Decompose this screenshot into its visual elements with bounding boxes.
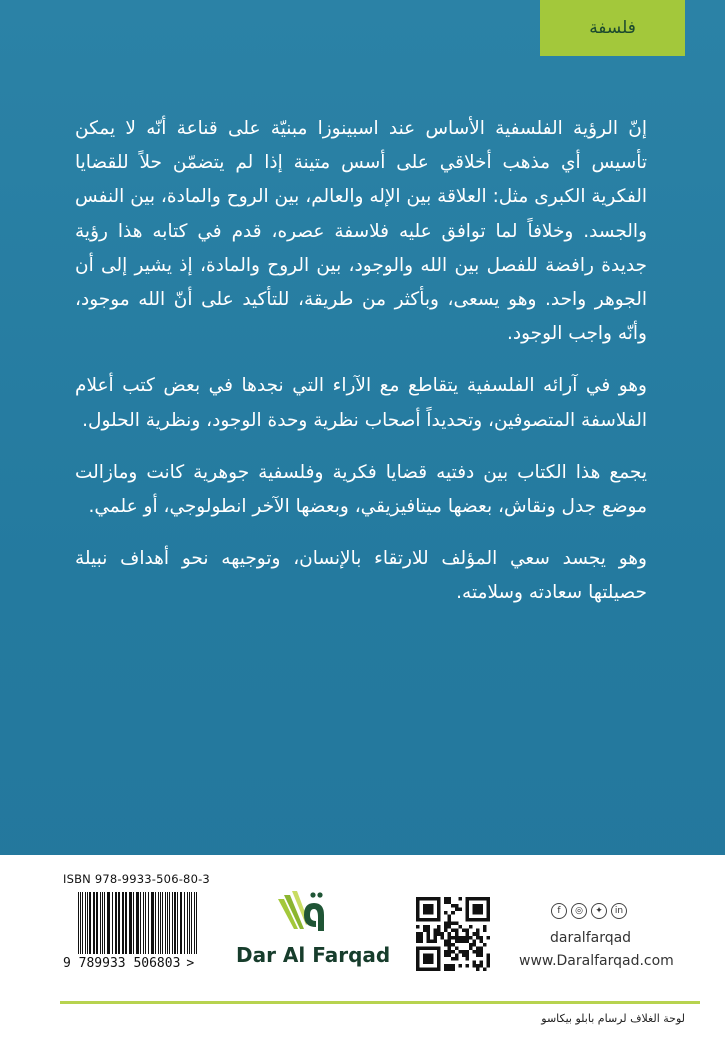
blurb-paragraph: يجمع هذا الكتاب بين دفتيه قضايا فكرية وفلسفية جوهرية كانت ومازالت موضع جدل ونقاش، بعضها ميتافيزيقي، وبعضها الآخر انطولوجي، أو علمي. — [75, 461, 647, 518]
barcode-bar — [162, 892, 163, 954]
facebook-icon: f — [551, 903, 567, 919]
barcode-bar — [107, 892, 109, 954]
barcode-bar — [184, 892, 185, 954]
barcode-bar — [191, 892, 192, 954]
instagram-icon: ◎ — [571, 903, 587, 919]
barcode-bar — [169, 892, 170, 954]
barcode-bar — [82, 892, 83, 954]
category-label: فلسفة — [589, 18, 636, 38]
isbn-label: ISBN 978-9933-506-80-3 — [63, 872, 210, 886]
blurb-paragraph: وهو في آرائه الفلسفية يتقاطع مع الآراء التي نجدها في بعض كتب أعلام الفلاسفة المتصوفين، وتحديداً أصحاب نظرية وحدة الوجود، ونظرية الحلول. — [75, 375, 647, 431]
barcode-arrow: > — [186, 956, 195, 971]
qr-code-icon — [416, 897, 490, 971]
barcode-bar — [131, 892, 132, 954]
social-icons — [551, 903, 627, 919]
barcode — [78, 892, 198, 954]
barcode-bar — [196, 892, 197, 954]
barcode-bar — [87, 892, 88, 954]
barcode-bar — [167, 892, 168, 954]
barcode-bar — [104, 892, 105, 954]
twitter-icon: ✦ — [591, 903, 607, 919]
barcode-bar — [89, 892, 91, 954]
publisher-strip — [0, 855, 725, 1049]
barcode-bar — [145, 892, 146, 954]
publisher-logo-icon — [270, 885, 330, 945]
barcode-bar — [96, 892, 97, 954]
barcode-bar — [116, 892, 117, 954]
barcode-bar — [129, 892, 131, 954]
divider — [60, 1001, 700, 1004]
barcode-bar — [174, 892, 176, 954]
barcode-bar — [155, 892, 156, 954]
barcode-bar — [181, 892, 182, 954]
cover-credit: لوحة الغلاف لرسام بابلو بيكاسو — [541, 1012, 685, 1025]
barcode-bar — [118, 892, 119, 954]
barcode-number: 9 789933 506803 — [63, 956, 181, 971]
barcode-digits — [63, 956, 194, 971]
linkedin-icon: in — [611, 903, 627, 919]
social-handle: daralfarqad — [550, 930, 632, 946]
barcode-bar — [94, 892, 95, 954]
barcode-bar — [177, 892, 178, 954]
barcode-bar — [102, 892, 103, 954]
blurb-paragraph: إنّ الرؤية الفلسفية الأساس عند اسبينوزا مبنيّة على قناعة أنّه لا يمكن تأسيس أي مذهب أخلاقي على أسس متينة إذا لم يتضمّن حلاً للقضايا الفكرية الكبرى مثل: العلاقة بين الإله والعالم، بين الروح والمادة، بين النفس والجسد. وخلافاً لما توافق عليه فلاسفة عصره، قدم في كتابه هذا رؤية جديدة رافضة للفصل بين الله والوجود، بين الروح والمادة، إذ يشير إلى أن الجوهر واحد. وهو يسعى، وبأكثر من طريقة، للتأكيد على أنّ الله موجود، وأنّه واجب الوجود. — [75, 118, 647, 345]
barcode-bar — [189, 892, 190, 954]
barcode-bar — [133, 892, 134, 954]
publisher-name: Dar Al Farqad — [236, 943, 391, 967]
barcode-bar — [112, 892, 113, 954]
barcode-bar — [138, 892, 139, 954]
blurb-text — [75, 112, 647, 629]
barcode-bar — [109, 892, 110, 954]
barcode-bar — [148, 892, 149, 954]
barcode-bar — [152, 892, 154, 954]
barcode-bar — [80, 892, 81, 954]
barcode-bar — [125, 892, 126, 954]
barcode-bar — [160, 892, 161, 954]
publisher-website: www.Daralfarqad.com — [519, 953, 674, 969]
blurb-paragraph: وهو يجسد سعي المؤلف للارتقاء بالإنسان، وتوجيهه نحو أهداف نبيلة حصيلتها سعادته وسلامته. — [75, 548, 647, 604]
category-tag — [540, 0, 685, 56]
barcode-bar — [123, 892, 124, 954]
barcode-bar — [140, 892, 141, 954]
